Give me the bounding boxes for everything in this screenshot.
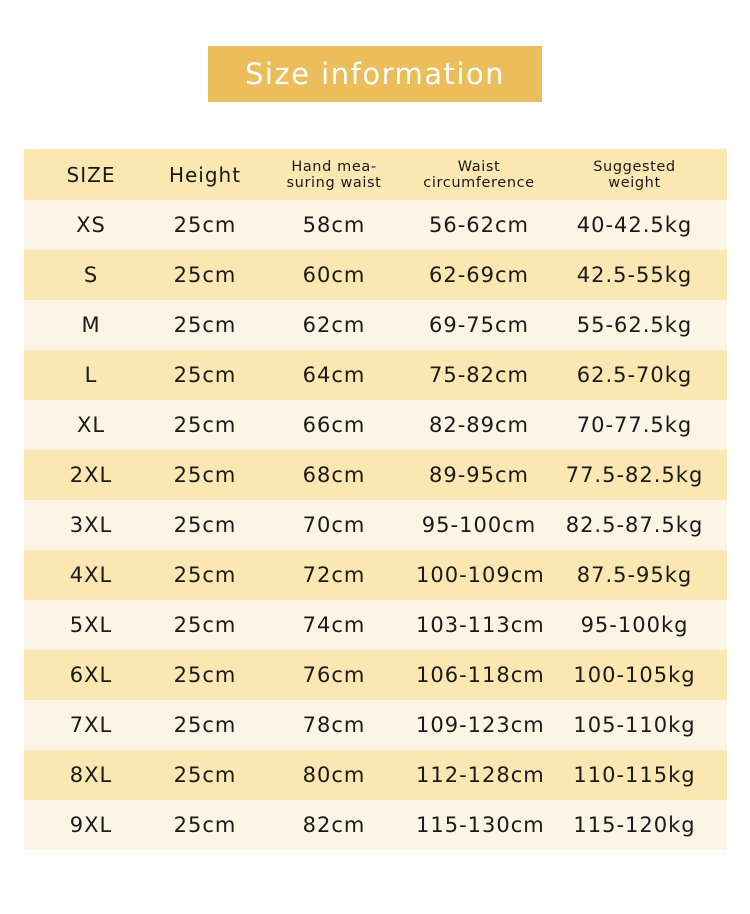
table-row bbox=[24, 600, 727, 650]
weight-cell: 70-77.5kg bbox=[576, 413, 693, 437]
size-cell: 8XL bbox=[69, 763, 113, 787]
height-cell: 25cm bbox=[173, 713, 237, 737]
hand-waist-cell: 60cm bbox=[302, 263, 366, 287]
height-cell: 25cm bbox=[173, 413, 237, 437]
table-row bbox=[24, 300, 727, 350]
waist-cell: 95-100cm bbox=[421, 513, 537, 537]
table-row bbox=[24, 550, 727, 600]
table-row bbox=[24, 500, 727, 550]
waist-cell: 103-113cm bbox=[416, 613, 545, 637]
size-cell: M bbox=[81, 313, 101, 337]
weight-cell: 87.5-95kg bbox=[576, 563, 693, 587]
header-hand-line1: Hand mea- bbox=[291, 158, 377, 175]
height-cell: 25cm bbox=[173, 463, 237, 487]
weight-cell: 77.5-82.5kg bbox=[565, 463, 704, 487]
size-cell: 7XL bbox=[69, 713, 113, 737]
weight-cell: 95-100kg bbox=[580, 613, 689, 637]
waist-cell: 106-118cm bbox=[416, 663, 545, 687]
weight-cell: 42.5-55kg bbox=[576, 263, 693, 287]
hand-waist-cell: 74cm bbox=[302, 613, 366, 637]
size-cell: 9XL bbox=[69, 813, 113, 837]
hand-waist-cell: 70cm bbox=[302, 513, 366, 537]
table-row bbox=[24, 400, 727, 450]
weight-cell: 62.5-70kg bbox=[576, 363, 693, 387]
weight-cell: 105-110kg bbox=[573, 713, 696, 737]
waist-cell: 62-69cm bbox=[428, 263, 530, 287]
height-cell: 25cm bbox=[173, 763, 237, 787]
waist-cell: 69-75cm bbox=[428, 313, 530, 337]
header-height: Height bbox=[168, 162, 242, 187]
height-cell: 25cm bbox=[173, 563, 237, 587]
page-title: Size information bbox=[208, 46, 542, 102]
height-cell: 25cm bbox=[173, 213, 237, 237]
hand-waist-cell: 76cm bbox=[302, 663, 366, 687]
header-weight-line1: Suggested bbox=[593, 158, 676, 175]
table-row bbox=[24, 650, 727, 700]
height-cell: 25cm bbox=[173, 663, 237, 687]
table-row bbox=[24, 350, 727, 400]
table-row bbox=[24, 450, 727, 500]
size-cell: 3XL bbox=[69, 513, 113, 537]
weight-cell: 115-120kg bbox=[573, 813, 696, 837]
waist-cell: 82-89cm bbox=[428, 413, 530, 437]
size-cell: 2XL bbox=[69, 463, 113, 487]
waist-cell: 109-123cm bbox=[416, 713, 545, 737]
height-cell: 25cm bbox=[173, 263, 237, 287]
header-waist-line2: circumference bbox=[423, 174, 535, 191]
header-size: SIZE bbox=[66, 162, 116, 187]
waist-cell: 100-109cm bbox=[416, 563, 545, 587]
hand-waist-cell: 82cm bbox=[302, 813, 366, 837]
header-hand-line2: suring waist bbox=[286, 174, 382, 191]
size-cell: XL bbox=[76, 413, 106, 437]
table-row bbox=[24, 250, 727, 300]
hand-waist-cell: 72cm bbox=[302, 563, 366, 587]
size-cell: XS bbox=[76, 213, 106, 237]
table-header-row bbox=[24, 149, 727, 200]
header-weight-line2: weight bbox=[608, 174, 661, 191]
weight-cell: 110-115kg bbox=[573, 763, 696, 787]
weight-cell: 82.5-87.5kg bbox=[565, 513, 704, 537]
weight-cell: 100-105kg bbox=[573, 663, 696, 687]
hand-waist-cell: 62cm bbox=[302, 313, 366, 337]
header-suggested-weight bbox=[542, 159, 727, 191]
table-row bbox=[24, 800, 727, 850]
waist-cell: 115-130cm bbox=[416, 813, 545, 837]
height-cell: 25cm bbox=[173, 613, 237, 637]
hand-waist-cell: 58cm bbox=[302, 213, 366, 237]
table-row bbox=[24, 700, 727, 750]
header-hand-measuring-waist bbox=[252, 159, 416, 191]
table-row bbox=[24, 200, 727, 250]
size-table bbox=[24, 149, 727, 850]
waist-cell: 56-62cm bbox=[428, 213, 530, 237]
hand-waist-cell: 78cm bbox=[302, 713, 366, 737]
height-cell: 25cm bbox=[173, 313, 237, 337]
hand-waist-cell: 64cm bbox=[302, 363, 366, 387]
size-cell: S bbox=[83, 263, 99, 287]
hand-waist-cell: 80cm bbox=[302, 763, 366, 787]
waist-cell: 89-95cm bbox=[428, 463, 530, 487]
height-cell: 25cm bbox=[173, 363, 237, 387]
hand-waist-cell: 68cm bbox=[302, 463, 366, 487]
weight-cell: 55-62.5kg bbox=[576, 313, 693, 337]
height-cell: 25cm bbox=[173, 813, 237, 837]
hand-waist-cell: 66cm bbox=[302, 413, 366, 437]
size-cell: L bbox=[84, 363, 98, 387]
size-cell: 4XL bbox=[69, 563, 113, 587]
size-cell: 5XL bbox=[69, 613, 113, 637]
header-waist-line1: Waist bbox=[457, 158, 501, 175]
size-cell: 6XL bbox=[69, 663, 113, 687]
height-cell: 25cm bbox=[173, 513, 237, 537]
table-row bbox=[24, 750, 727, 800]
weight-cell: 40-42.5kg bbox=[576, 213, 693, 237]
waist-cell: 112-128cm bbox=[416, 763, 545, 787]
waist-cell: 75-82cm bbox=[428, 363, 530, 387]
header-waist-circumference bbox=[416, 159, 542, 191]
